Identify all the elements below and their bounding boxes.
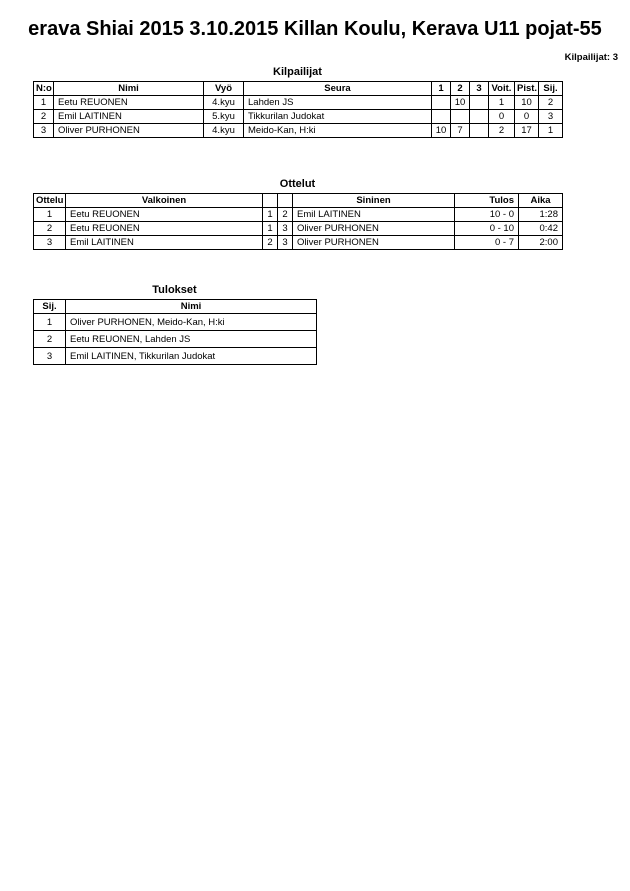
cell-tulos: 10 - 0 [455, 208, 519, 222]
competitors-table [33, 81, 563, 138]
cell-no: 2 [34, 110, 54, 124]
col-header-seura: Seura [244, 82, 432, 96]
cell-seura: Tikkurilan Judokat [244, 110, 432, 124]
cell-sijoitus: 1 [539, 124, 563, 138]
cell-nimi: Eetu REUONEN, Lahden JS [66, 331, 317, 348]
cell-vyo: 4.kyu [204, 96, 244, 110]
cell-pisteet: 0 [515, 110, 539, 124]
cell-ottelu: 1 [34, 208, 66, 222]
table-header-row [34, 82, 563, 96]
results-caption: Tulokset [152, 284, 197, 296]
cell-blue-no: 3 [278, 222, 293, 236]
col-header-white-no [263, 194, 278, 208]
cell-seura: Meido-Kan, H:ki [244, 124, 432, 138]
cell-tulos: 0 - 10 [455, 222, 519, 236]
col-header-sininen: Sininen [293, 194, 455, 208]
table-row [34, 236, 563, 250]
col-header-aika: Aika [519, 194, 563, 208]
col-header-match-1: 1 [432, 82, 451, 96]
table-header-row [34, 300, 317, 314]
col-header-pisteet: Pist. [515, 82, 539, 96]
cell-vyo: 5.kyu [204, 110, 244, 124]
col-header-vyo: Vyö [204, 82, 244, 96]
cell-vyo: 4.kyu [204, 124, 244, 138]
cell-match-1: 10 [432, 124, 451, 138]
cell-match-3 [470, 124, 489, 138]
cell-voitot: 2 [489, 124, 515, 138]
cell-aika: 0:42 [519, 222, 563, 236]
cell-match-1 [432, 96, 451, 110]
results-table [33, 299, 317, 365]
cell-voitot: 0 [489, 110, 515, 124]
matches-caption: Ottelut [279, 178, 316, 190]
cell-nimi: Emil LAITINEN [54, 110, 204, 124]
cell-ottelu: 3 [34, 236, 66, 250]
cell-blue-no: 3 [278, 236, 293, 250]
cell-nimi: Oliver PURHONEN, Meido-Kan, H:ki [66, 314, 317, 331]
table-row [34, 124, 563, 138]
competitors-section [33, 66, 562, 138]
cell-nimi: Emil LAITINEN, Tikkurilan Judokat [66, 348, 317, 365]
cell-sijoitus: 1 [34, 314, 66, 331]
col-header-valkoinen: Valkoinen [66, 194, 263, 208]
col-header-nimi: Nimi [54, 82, 204, 96]
col-header-sijoitus: Sij. [539, 82, 563, 96]
cell-valkoinen: Emil LAITINEN [66, 236, 263, 250]
participant-count: Kilpailijat: 3 [564, 52, 618, 63]
cell-sininen: Oliver PURHONEN [293, 236, 455, 250]
cell-sijoitus: 2 [539, 96, 563, 110]
col-header-voitot: Voit. [489, 82, 515, 96]
table-row [34, 314, 317, 331]
cell-nimi: Oliver PURHONEN [54, 124, 204, 138]
cell-ottelu: 2 [34, 222, 66, 236]
table-row [34, 222, 563, 236]
cell-match-2: 10 [451, 96, 470, 110]
col-header-match-3: 3 [470, 82, 489, 96]
cell-nimi: Eetu REUONEN [54, 96, 204, 110]
cell-match-1 [432, 110, 451, 124]
cell-blue-no: 2 [278, 208, 293, 222]
cell-match-2: 7 [451, 124, 470, 138]
page-title: erava Shiai 2015 3.10.2015 Killan Koulu, Kerava U11 pojat-55 [28, 18, 602, 40]
cell-valkoinen: Eetu REUONEN [66, 208, 263, 222]
table-row [34, 208, 563, 222]
table-row [34, 96, 563, 110]
cell-sijoitus: 2 [34, 331, 66, 348]
matches-table [33, 193, 563, 250]
col-header-tulos: Tulos [455, 194, 519, 208]
cell-no: 3 [34, 124, 54, 138]
cell-match-3 [470, 110, 489, 124]
col-header-no: N:o [34, 82, 54, 96]
cell-sijoitus: 3 [539, 110, 563, 124]
cell-white-no: 1 [263, 222, 278, 236]
cell-pisteet: 10 [515, 96, 539, 110]
cell-match-2 [451, 110, 470, 124]
col-header-nimi: Nimi [66, 300, 317, 314]
table-row [34, 348, 317, 365]
col-header-blue-no [278, 194, 293, 208]
table-header-row [34, 194, 563, 208]
table-row [34, 110, 563, 124]
cell-match-3 [470, 96, 489, 110]
cell-sininen: Oliver PURHONEN [293, 222, 455, 236]
results-section [33, 284, 316, 365]
cell-aika: 2:00 [519, 236, 563, 250]
col-header-sijoitus: Sij. [34, 300, 66, 314]
cell-valkoinen: Eetu REUONEN [66, 222, 263, 236]
cell-sijoitus: 3 [34, 348, 66, 365]
cell-sininen: Emil LAITINEN [293, 208, 455, 222]
competitors-caption: Kilpailijat [273, 66, 322, 78]
matches-section [33, 178, 562, 250]
cell-aika: 1:28 [519, 208, 563, 222]
cell-white-no: 2 [263, 236, 278, 250]
table-row [34, 331, 317, 348]
cell-voitot: 1 [489, 96, 515, 110]
col-header-match-2: 2 [451, 82, 470, 96]
col-header-ottelu: Ottelu [34, 194, 66, 208]
cell-no: 1 [34, 96, 54, 110]
cell-seura: Lahden JS [244, 96, 432, 110]
cell-white-no: 1 [263, 208, 278, 222]
cell-tulos: 0 - 7 [455, 236, 519, 250]
cell-pisteet: 17 [515, 124, 539, 138]
